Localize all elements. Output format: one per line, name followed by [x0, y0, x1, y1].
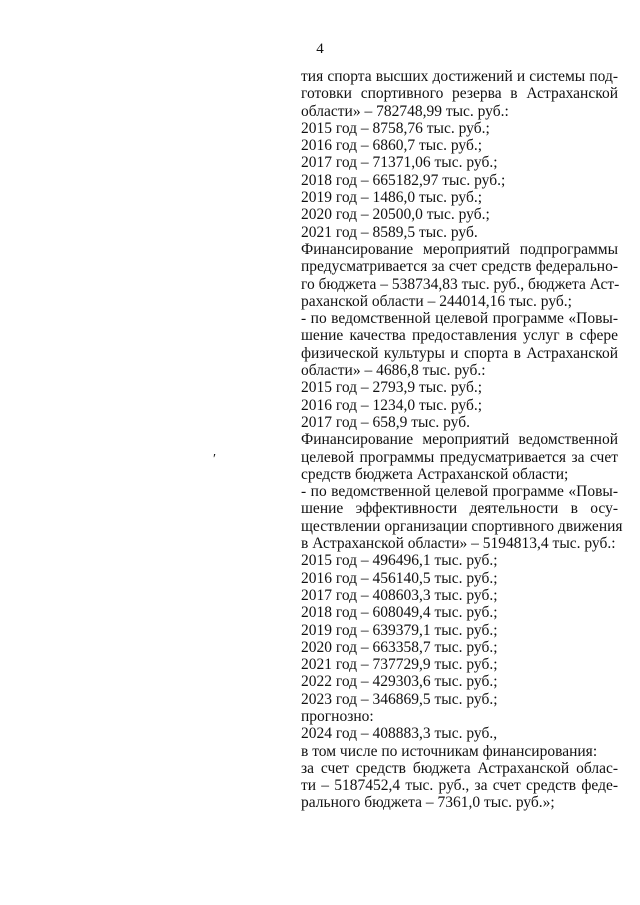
text-line: - по ведомственной целевой программе «Повы-	[301, 483, 618, 501]
text-line: 2017 год – 408603,3 тыс. руб.;	[301, 586, 498, 604]
text-line: предусматривается за счет средств федерально-	[301, 258, 618, 276]
text-line: 2016 год – 456140,5 тыс. руб.;	[301, 569, 498, 587]
text-line: 2021 год – 737729,9 тыс. руб.;	[301, 656, 498, 674]
text-line: го бюджета – 538734,83 тыс. руб., бюджета Аст-	[301, 275, 620, 293]
text-line: физической культуры и спорта в Астраханской	[301, 344, 618, 362]
document-text-column	[301, 68, 623, 812]
text-line: 2015 год – 2793,9 тыс. руб.;	[301, 379, 483, 397]
text-line: - по ведомственной целевой программе «Повы-	[301, 310, 618, 328]
text-line: тия спорта высших достижений и системы под-	[301, 68, 618, 85]
text-line: 2016 год – 6860,7 тыс. руб.;	[301, 137, 483, 155]
text-line: области» – 782748,99 тыс. руб.:	[301, 102, 509, 120]
text-line: 2021 год – 8589,5 тыс. руб.	[301, 223, 478, 241]
text-line: 2017 год – 71371,06 тыс. руб.;	[301, 154, 498, 172]
text-line: 2016 год – 1234,0 тыс. руб.;	[301, 396, 483, 414]
text-line: шение эффективности деятельности в осу-	[301, 500, 618, 518]
text-line: 2019 год – 1486,0 тыс. руб.;	[301, 189, 483, 207]
text-line: ти – 5187452,4 тыс. руб., за счет средств феде-	[301, 777, 618, 795]
text-line: целевой программы предусматривается за счет	[301, 448, 618, 466]
text-line: 2018 год – 665182,97 тыс. руб.;	[301, 171, 506, 189]
text-line: 2020 год – 663358,7 тыс. руб.;	[301, 638, 498, 656]
text-line: 2023 год – 346869,5 тыс. руб.;	[301, 690, 498, 708]
text-line: 2015 год – 496496,1 тыс. руб.;	[301, 552, 498, 570]
text-line: в том числе по источникам финансирования:	[301, 742, 598, 760]
text-line: 2024 год – 408883,3 тыс. руб.,	[301, 725, 498, 743]
text-line: 2022 год – 429303,6 тыс. руб.;	[301, 673, 498, 691]
text-line: ществлении организации спортивного движения	[301, 517, 623, 535]
text-line: 2017 год – 658,9 тыс. руб.	[301, 413, 470, 431]
text-line: 2018 год – 608049,4 тыс. руб.;	[301, 604, 498, 622]
text-line: средств бюджета Астраханской области;	[301, 465, 569, 483]
text-line: Финансирование мероприятий подпрограммы	[301, 240, 618, 258]
text-line: в Астраханской области» – 5194813,4 тыс. руб.:	[301, 535, 616, 553]
stray-mark: ′	[213, 452, 217, 467]
text-line: готовки спортивного резерва в Астраханской	[301, 85, 618, 103]
text-line: 2015 год – 8758,76 тыс. руб.;	[301, 119, 490, 137]
text-line: Финансирование мероприятий ведомственной	[301, 431, 618, 449]
text-line: раханской области – 244014,16 тыс. руб.;	[301, 292, 572, 310]
page-number: 4	[316, 41, 324, 57]
text-line: 2019 год – 639379,1 тыс. руб.;	[301, 621, 498, 639]
text-line: 2020 год – 20500,0 тыс. руб.;	[301, 206, 490, 224]
text-line: области» – 4686,8 тыс. руб.:	[301, 362, 486, 380]
text-line: шение качества предоставления услуг в сфере	[301, 327, 618, 345]
text-line: рального бюджета – 7361,0 тыс. руб.»;	[301, 794, 555, 812]
text-line: за счет средств бюджета Астраханской облас-	[301, 759, 618, 777]
text-line: прогнозно:	[301, 707, 374, 725]
